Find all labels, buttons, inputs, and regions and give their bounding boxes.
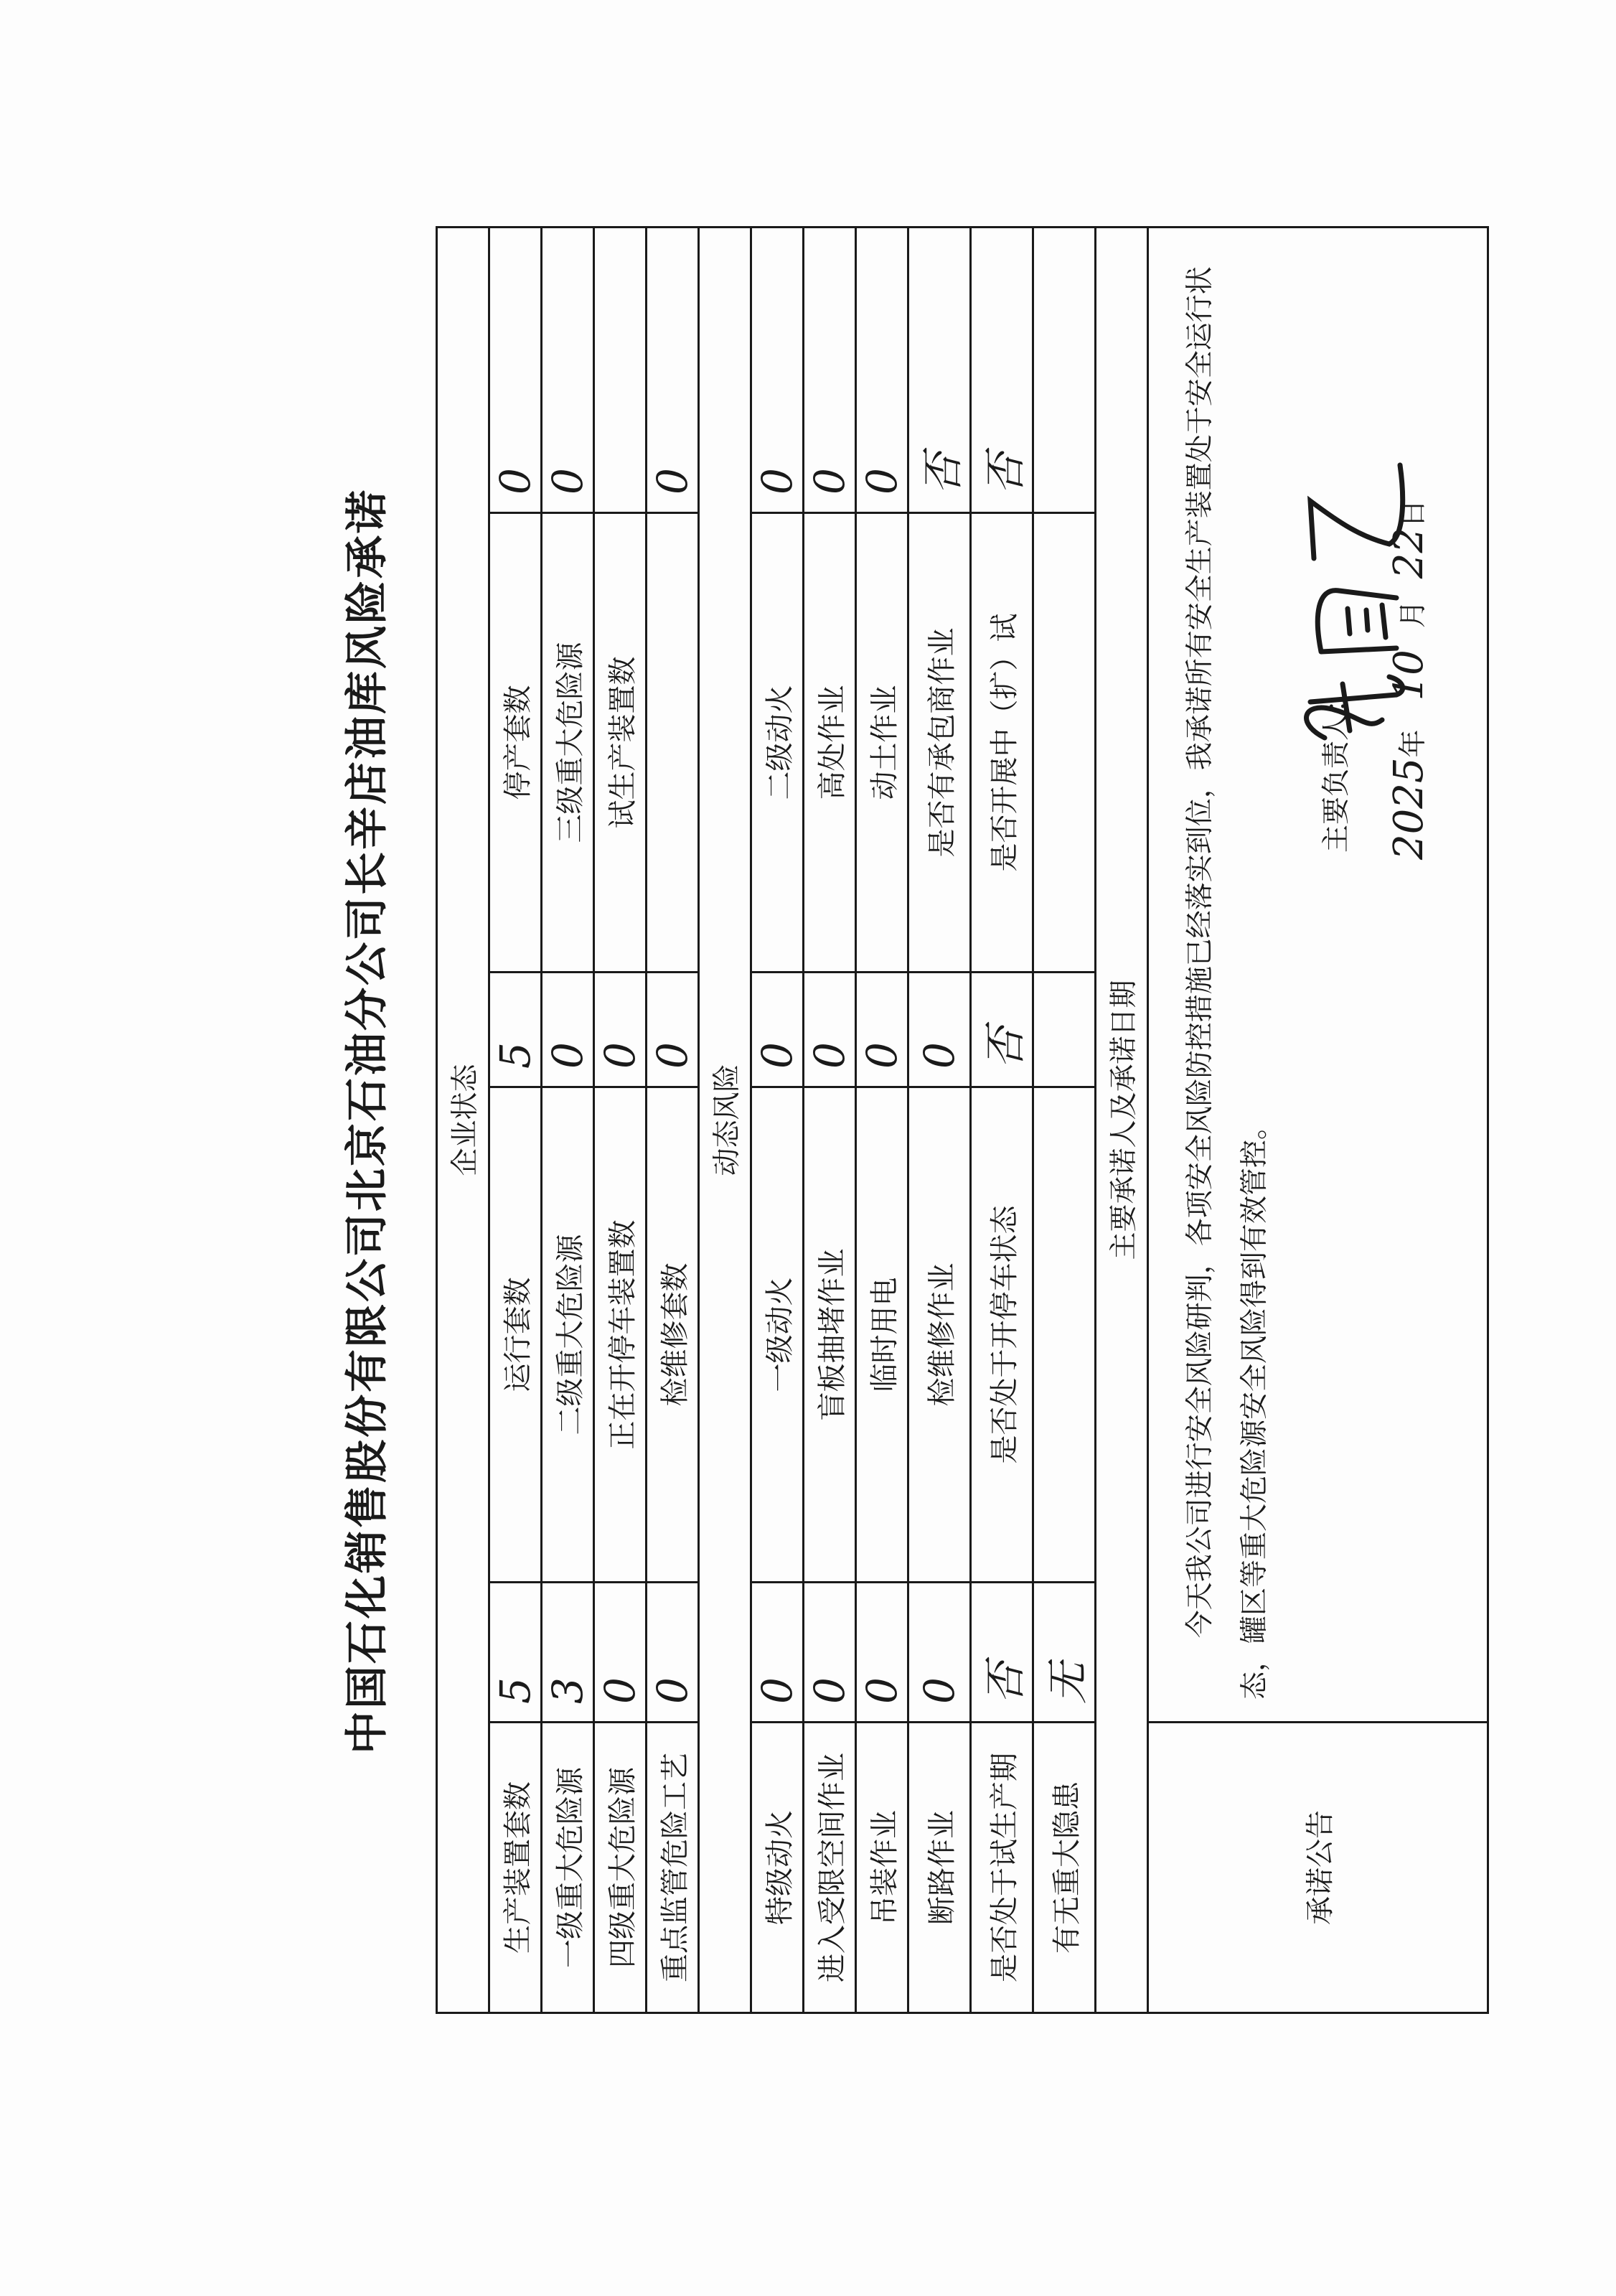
row-label — [1033, 1087, 1096, 1583]
section-header-row — [437, 227, 489, 2012]
date-day: 22 — [1386, 527, 1432, 579]
row-label: 生产装置套数 — [489, 1723, 542, 2013]
section-header-row — [699, 227, 751, 2012]
commitment-date — [1386, 500, 1432, 860]
leader-label: 主要负责人： — [1320, 684, 1353, 853]
row-label: 有无重大隐患 — [1033, 1723, 1096, 2013]
commitment-row — [1148, 227, 1488, 2012]
enterprise-status-header: 企业状态 — [437, 227, 489, 2012]
row-value: 0 — [856, 227, 908, 512]
table-row — [1033, 227, 1096, 2012]
table-row — [971, 227, 1033, 2012]
row-label: 临时用电 — [856, 1087, 908, 1583]
document-title: 中国石化销售股份有限公司北京石油分公司长辛店油库风险承诺 — [342, 488, 393, 1754]
date-year-unit: 年 — [1397, 729, 1429, 758]
row-value: 0 — [542, 973, 594, 1087]
dynamic-risk-header: 动态风险 — [699, 227, 751, 2012]
date-month: 10 — [1386, 650, 1432, 701]
commitment-box — [1148, 227, 1488, 1722]
row-label: 盲板抽堵作业 — [804, 1087, 856, 1583]
row-label: 断路作业 — [908, 1723, 971, 2013]
row-value: 0 — [751, 973, 804, 1087]
row-value — [1033, 973, 1096, 1087]
table-row — [751, 227, 804, 2012]
date-year: 2025 — [1386, 757, 1432, 860]
row-label: 特级动火 — [751, 1723, 804, 2013]
row-value: 0 — [489, 227, 542, 512]
row-value: 0 — [647, 1583, 699, 1723]
row-value: 3 — [542, 1583, 594, 1723]
table-row — [856, 227, 908, 2012]
row-label: 一级重大危险源 — [542, 1723, 594, 2013]
row-value: 无 — [1033, 1583, 1096, 1723]
table-row — [489, 227, 542, 2012]
row-value: 0 — [804, 973, 856, 1087]
row-value — [1033, 227, 1096, 512]
table-row — [804, 227, 856, 2012]
row-label: 是否开展中（扩）试 — [971, 513, 1033, 973]
risk-commitment-table — [436, 226, 1489, 2014]
row-value: 0 — [542, 227, 594, 512]
row-label: 运行套数 — [489, 1087, 542, 1583]
row-value — [594, 227, 647, 512]
row-value: 0 — [804, 227, 856, 512]
row-label: 吊装作业 — [856, 1723, 908, 2013]
document-page — [310, 228, 1616, 2014]
row-value: 0 — [856, 973, 908, 1087]
row-label: 二级动火 — [751, 513, 804, 973]
row-label: 高处作业 — [804, 513, 856, 973]
row-value: 否 — [971, 227, 1033, 512]
row-label: 是否处于开停车状态 — [971, 1087, 1033, 1583]
row-label: 正在开停车装置数 — [594, 1087, 647, 1583]
row-value: 0 — [751, 227, 804, 512]
table-row — [542, 227, 594, 2012]
row-label: 四级重大危险源 — [594, 1723, 647, 2013]
row-label: 检维修作业 — [908, 1087, 971, 1583]
row-value: 5 — [489, 973, 542, 1087]
row-value: 否 — [971, 1583, 1033, 1723]
commitment-text: 今天我公司进行安全风险研判，各项安全风险防控措施已经落实到位，我承诺所有安全生产装置处于安全运行状态，罐区等重大危险源安全风险得到有效管控。 — [1184, 266, 1271, 1700]
section-header-row — [1096, 227, 1148, 2012]
row-label: 停产套数 — [489, 513, 542, 973]
table-row — [594, 227, 647, 2012]
row-value: 0 — [594, 973, 647, 1087]
row-label — [647, 513, 699, 973]
row-value: 否 — [908, 227, 971, 512]
row-label: 一级动火 — [751, 1087, 804, 1583]
row-label: 是否有承包商作业 — [908, 513, 971, 973]
row-label: 试生产装置数 — [594, 513, 647, 973]
commitment-label: 承诺公告 — [1148, 1723, 1488, 2013]
row-value: 0 — [647, 227, 699, 512]
row-label: 动土作业 — [856, 513, 908, 973]
row-value: 否 — [971, 973, 1033, 1087]
row-value: 0 — [856, 1583, 908, 1723]
date-month-unit: 月 — [1397, 600, 1429, 629]
row-value: 0 — [804, 1583, 856, 1723]
row-label: 三级重大危险源 — [542, 513, 594, 973]
row-value: 0 — [908, 973, 971, 1087]
row-label: 二级重大危险源 — [542, 1087, 594, 1583]
row-value: 0 — [647, 973, 699, 1087]
commitment-header: 主要承诺人及承诺日期 — [1096, 227, 1148, 2012]
row-label: 重点监管危险工艺 — [647, 1723, 699, 2013]
row-label: 检维修套数 — [647, 1087, 699, 1583]
table-row — [908, 227, 971, 2012]
table-row — [647, 227, 699, 2012]
row-value: 0 — [594, 1583, 647, 1723]
row-label: 是否处于试生产期 — [971, 1723, 1033, 2013]
row-value: 0 — [908, 1583, 971, 1723]
date-day-unit: 日 — [1397, 499, 1429, 528]
row-label — [1033, 513, 1096, 973]
row-label: 进入受限空间作业 — [804, 1723, 856, 2013]
row-value: 5 — [489, 1583, 542, 1723]
row-value: 0 — [751, 1583, 804, 1723]
